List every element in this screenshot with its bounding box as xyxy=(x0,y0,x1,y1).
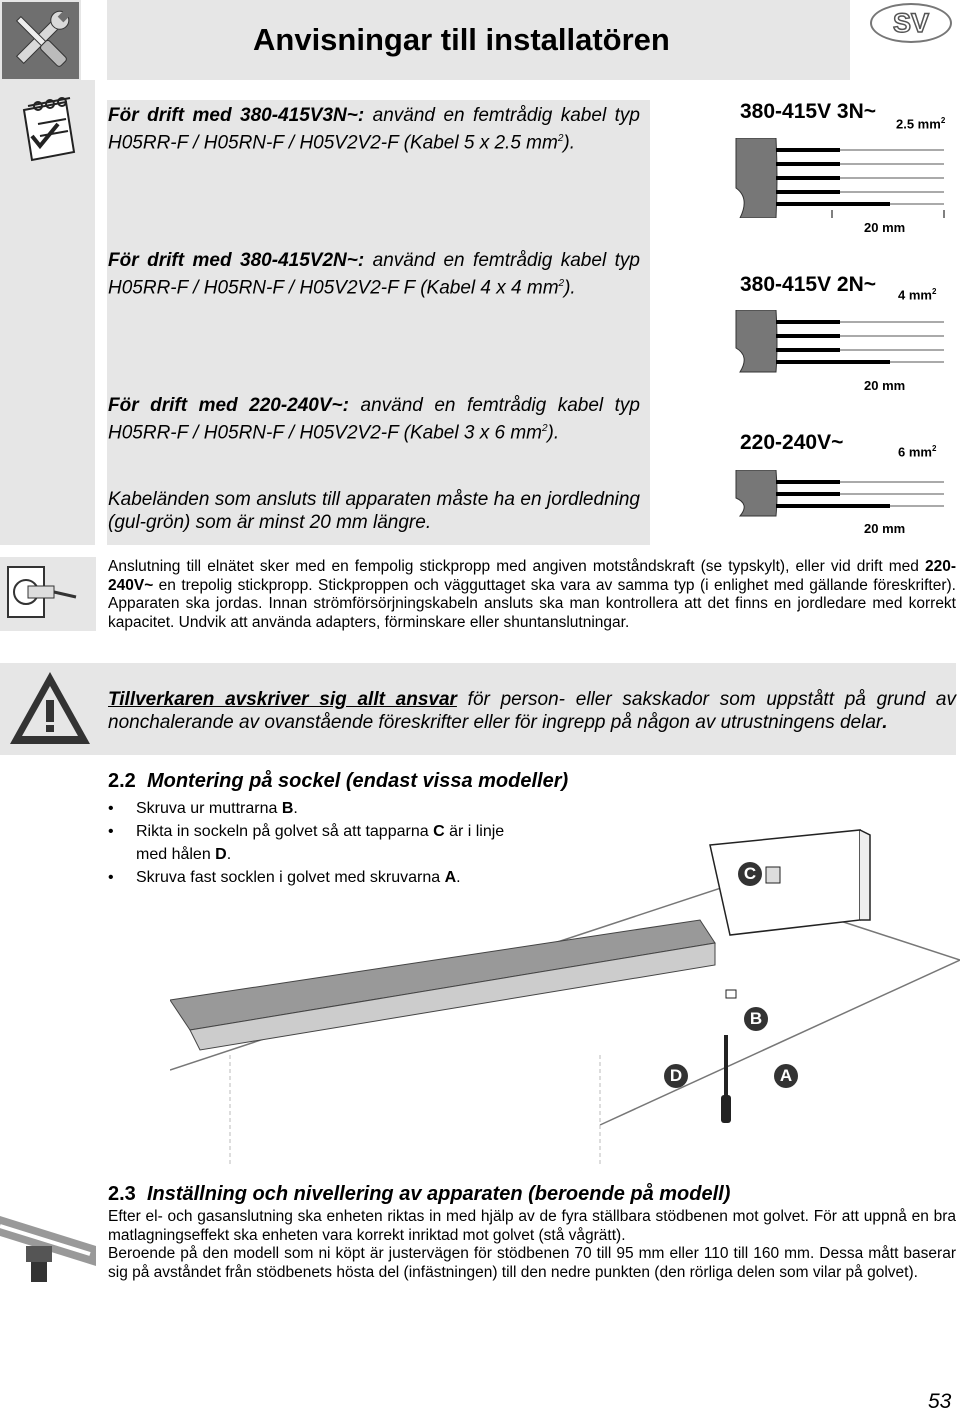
para-end: ). xyxy=(563,132,575,154)
page-title: Anvisningar till installatören xyxy=(253,22,670,57)
connection-text xyxy=(108,558,956,632)
list-item: • Skruva fast socklen i golvet med skruvarna A. xyxy=(108,866,538,889)
connection-text-bold: 220-240V~ xyxy=(108,558,956,594)
list-item: • Rikta in sockeln på golvet så att tapparna C är i linje med hålen D. xyxy=(108,820,538,866)
list-item: • Skruva ur muttrarna B. xyxy=(108,797,538,820)
warning-triangle-icon xyxy=(6,668,94,748)
section-2-3-text-2: Beroende på den modell som ni köpt är justervägen för stödbenen 70 till 95 mm eller 110 till 160 mm. Dessa mått baserar sig på avståndet från stödbenets hösta del (infästningen) till den nedre punkten (den rörliga delen som vilar på golvet). xyxy=(108,1245,956,1281)
para-2n-bold: För drift med 380-415V2N~: xyxy=(108,250,365,271)
socket-icon-box xyxy=(0,557,96,631)
section-2-2-heading xyxy=(108,770,568,793)
foot-icon xyxy=(0,1206,96,1290)
section-2-3-number: 2.3 xyxy=(108,1183,136,1205)
diagram-voltage-1n: 220-240V~ xyxy=(740,431,844,454)
diagram-length-1n: 20 mm xyxy=(864,521,906,536)
warning-rest: för person- eller sakskador som uppstått på grund av nonchalerande av ovanstående föreskrifter eller för ingrepp på någon av utrustningens delar xyxy=(108,689,956,733)
diagram-length-2n: 20 mm xyxy=(864,378,906,393)
language-badge: SV xyxy=(870,3,952,43)
checklist-icon xyxy=(14,96,82,166)
para-1n-text: använd en femtrådig kabel typ H05RR-F / H05RN-F / H05V2V2-F (Kabel 3 x 6 mm xyxy=(108,395,640,444)
connection-text-2: en trepolig stickpropp. Stickproppen och vägguttaget ska vara av samma typ (i enlighet med gällande föreskrifter). Apparaten ska jordas. Innan strömförsörjningskabeln ansluts ska man kontrollera att det finns en jordledare med korrekt kapacitet. Undvik att använda adapters, förminskare eller shuntanslutningar. xyxy=(108,576,956,631)
label-d: D xyxy=(664,1064,688,1088)
section-2-3-heading xyxy=(108,1183,730,1206)
install-para-2n xyxy=(108,249,640,299)
para-1n-bold: För drift med 220-240V~: xyxy=(108,395,349,416)
para-2n-text: använd en femtrådig kabel typ H05RR-F / H05RN-F / H05V2V2-F F (Kabel 4 x 4 mm xyxy=(108,250,640,299)
diagram-voltage-3n: 380-415V 3N~ xyxy=(740,100,877,123)
section-2-3-title: Inställning och nivellering av apparaten (beroende på modell) xyxy=(146,1183,731,1205)
para-3n-text: använd en femtrådig kabel typ H05RR-F / H05RN-F / H05V2V2-F (Kabel 5 x 2.5 mm xyxy=(108,105,640,154)
install-para-1n xyxy=(108,394,640,444)
diagram-voltage-2n: 380-415V 2N~ xyxy=(740,273,877,296)
warning-text xyxy=(108,688,956,734)
sup: 2 xyxy=(558,278,565,289)
diagram-section-3n: 2.5 $mm^2$ xyxy=(896,116,946,132)
tools-icon-box xyxy=(0,0,81,81)
install-text-bg xyxy=(107,100,650,545)
connection-text-1: Anslutning till elnätet sker med en fempolig stickpropp med angiven motståndskraft (se typskylt), eller vid drift med xyxy=(108,558,925,575)
plinth-drawing xyxy=(170,825,960,1175)
warning-bold: Tillverkaren avskriver sig allt ansvar xyxy=(108,689,457,710)
label-b: B xyxy=(744,1007,768,1031)
diagram-section-2n: 4 $mm^2$ xyxy=(898,287,937,303)
page-number: 53 xyxy=(928,1390,952,1413)
diagram-section-1n: 6 $mm^2$ xyxy=(898,444,937,460)
sup: 2 xyxy=(541,423,548,434)
diagram-length-3n: 20 mm xyxy=(864,220,906,235)
para-3n-bold: För drift med 380-415V3N~: xyxy=(108,105,365,126)
para-end: ). xyxy=(564,277,576,299)
section-2-3-text-1: Efter el- och gasanslutning ska enheten riktas in med hjälp av de fyra ställbara stödbenen mot golvet. För att uppnå en bra matlagningseffekt ska enheten vara korrekt inriktad mot golvet (stå vågrätt). xyxy=(108,1208,956,1244)
plug-socket-icon xyxy=(0,557,96,631)
cable-diagram-3n xyxy=(730,138,950,218)
install-para-3n xyxy=(108,104,640,154)
cable-diagram-1n xyxy=(730,470,950,520)
label-c: C xyxy=(738,862,762,886)
para-end: ). xyxy=(547,422,560,444)
sup: 2 xyxy=(557,133,564,144)
warning-end: . xyxy=(882,712,888,733)
cable-diagram-2n xyxy=(730,310,950,378)
wrench-screwdriver-icon xyxy=(0,0,81,81)
section-2-2-number: 2.2 xyxy=(108,770,136,792)
install-para-ground: Kabeländen som ansluts till apparaten måste ha en jordledning (gul-grön) som är minst 20 mm längre. xyxy=(108,489,640,533)
label-a: A xyxy=(774,1064,798,1088)
section-2-2-title: Montering på sockel (endast vissa modeller) xyxy=(146,770,569,792)
